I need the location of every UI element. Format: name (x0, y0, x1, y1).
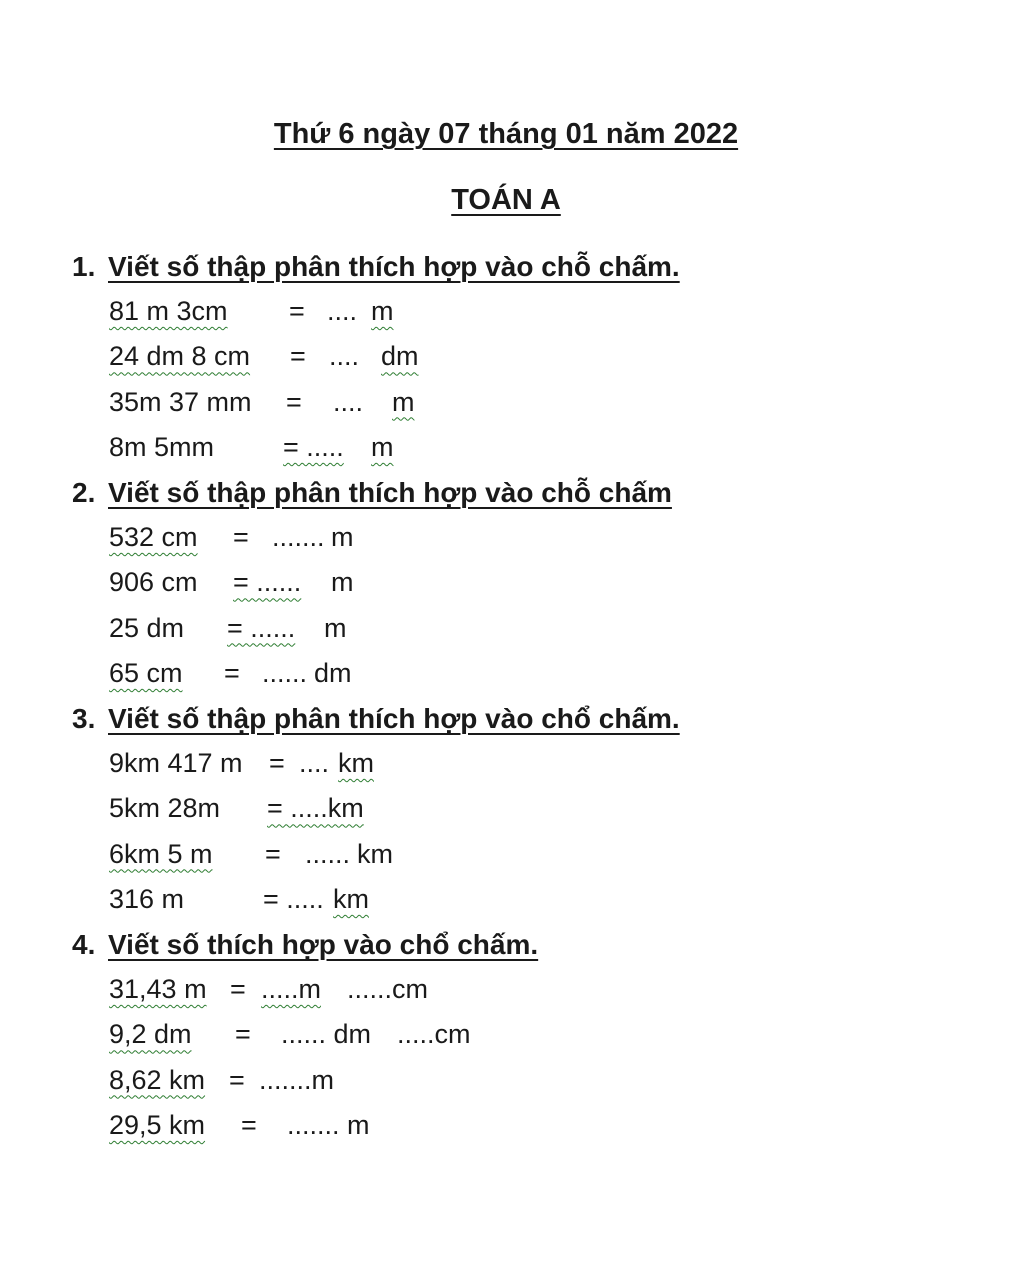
row-equals: = (241, 1109, 257, 1140)
row-equals: = ..... (263, 883, 324, 914)
row-equals: = .....km (267, 793, 364, 824)
row-blank: .... (333, 386, 364, 417)
row-unit: m (331, 567, 354, 598)
row-quantity: 9km 417 m (109, 748, 243, 778)
exercise-number: 3. (72, 703, 96, 734)
exercise-row (109, 515, 972, 560)
row-quantity: 316 m (109, 883, 185, 914)
subject-title: TOÁN A (451, 184, 561, 216)
row-equals: = (286, 386, 302, 417)
exercise-number: 2. (72, 477, 96, 508)
row-equals: = ..... (283, 431, 344, 462)
row-unit: dm (381, 341, 419, 372)
row-equals: = (289, 296, 305, 326)
exercise-row (109, 334, 972, 379)
exercise-row (109, 1012, 972, 1057)
row-quantity: 8m 5mm (109, 431, 215, 462)
exercise-number: 1. (72, 251, 96, 282)
row-quantity: 9,2 dm (109, 1019, 192, 1050)
exercise-row (109, 425, 972, 470)
exercise-row (109, 832, 972, 877)
exercise-row (109, 1103, 972, 1148)
exercise-heading (72, 696, 972, 741)
exercise-row (109, 967, 972, 1012)
exercise-1 (72, 244, 972, 470)
row-quantity: 81 m 3cm (109, 296, 228, 326)
row-unit: m (324, 612, 347, 643)
exercise-4 (72, 922, 972, 1148)
exercise-row (109, 560, 972, 605)
exercise-row (109, 289, 972, 334)
row-blank: .... (329, 341, 360, 372)
row-quantity: 6km 5 m (109, 838, 213, 869)
row-unit: .....cm (397, 1019, 471, 1050)
row-unit: km (333, 883, 369, 914)
row-quantity: 8,62 km (109, 1064, 206, 1095)
row-unit: m (392, 386, 415, 417)
row-quantity: 5km 28m (109, 793, 221, 824)
row-equals: = (265, 838, 281, 869)
row-unit: m (331, 522, 354, 552)
row-equals: = (235, 1019, 251, 1050)
row-equals: = (290, 341, 306, 372)
row-blank: .... (299, 748, 330, 778)
exercise-row (109, 741, 972, 786)
row-blank: ....... (287, 1109, 340, 1140)
exercise-row (109, 786, 972, 831)
row-unit: m (371, 296, 394, 326)
row-equals: = ...... (233, 567, 302, 598)
exercise-heading (72, 470, 972, 515)
row-blank: ....... (272, 522, 325, 552)
row-blank: .... (327, 296, 358, 326)
row-quantity: 35m 37 mm (109, 386, 252, 417)
exercise-row (109, 1058, 972, 1103)
row-blank: ...... (305, 838, 351, 869)
row-equals: = (233, 522, 249, 552)
exercise-number: 4. (72, 929, 96, 960)
row-blank: .....m (261, 974, 321, 1004)
row-unit: m (347, 1109, 370, 1140)
row-equals: = (230, 974, 246, 1004)
row-unit: km (338, 748, 374, 778)
exercise-instruction: Viết số thập phân thích hợp vào chỗ chấm (108, 477, 672, 508)
row-quantity: 31,43 m (109, 974, 207, 1004)
exercise-instruction: Viết số thập phân thích hợp vào chỗ chấm. (108, 251, 680, 282)
row-unit: m (371, 431, 394, 462)
row-equals: = (229, 1064, 245, 1095)
row-blank: .......m (259, 1064, 335, 1095)
exercise-row (109, 380, 972, 425)
exercise-row (109, 651, 972, 696)
exercise-instruction: Viết số thập phân thích hợp vào chổ chấm. (108, 703, 680, 734)
row-quantity: 65 cm (109, 657, 183, 688)
row-unit: dm (314, 657, 352, 688)
date-title: Thứ 6 ngày 07 tháng 01 năm 2022 (273, 118, 739, 150)
row-quantity: 24 dm 8 cm (109, 341, 251, 372)
row-quantity: 25 dm (109, 612, 185, 643)
exercise-3 (72, 696, 972, 922)
exercise-row (109, 606, 972, 651)
row-equals: = (224, 657, 240, 688)
row-quantity: 29,5 km (109, 1109, 206, 1140)
row-unit: ......cm (347, 974, 428, 1004)
row-blank: ...... (262, 657, 308, 688)
exercise-heading (72, 244, 972, 289)
exercise-heading (72, 922, 972, 967)
row-equals: = ...... (227, 612, 296, 643)
exercise-2 (72, 470, 972, 696)
row-quantity: 532 cm (109, 522, 198, 552)
exercise-instruction: Viết số thích hợp vào chổ chấm. (108, 929, 539, 960)
row-blank: ...... dm (281, 1019, 372, 1050)
row-unit: km (357, 838, 393, 869)
row-quantity: 906 cm (109, 567, 198, 598)
exercise-row (109, 877, 972, 922)
row-equals: = (269, 748, 285, 778)
